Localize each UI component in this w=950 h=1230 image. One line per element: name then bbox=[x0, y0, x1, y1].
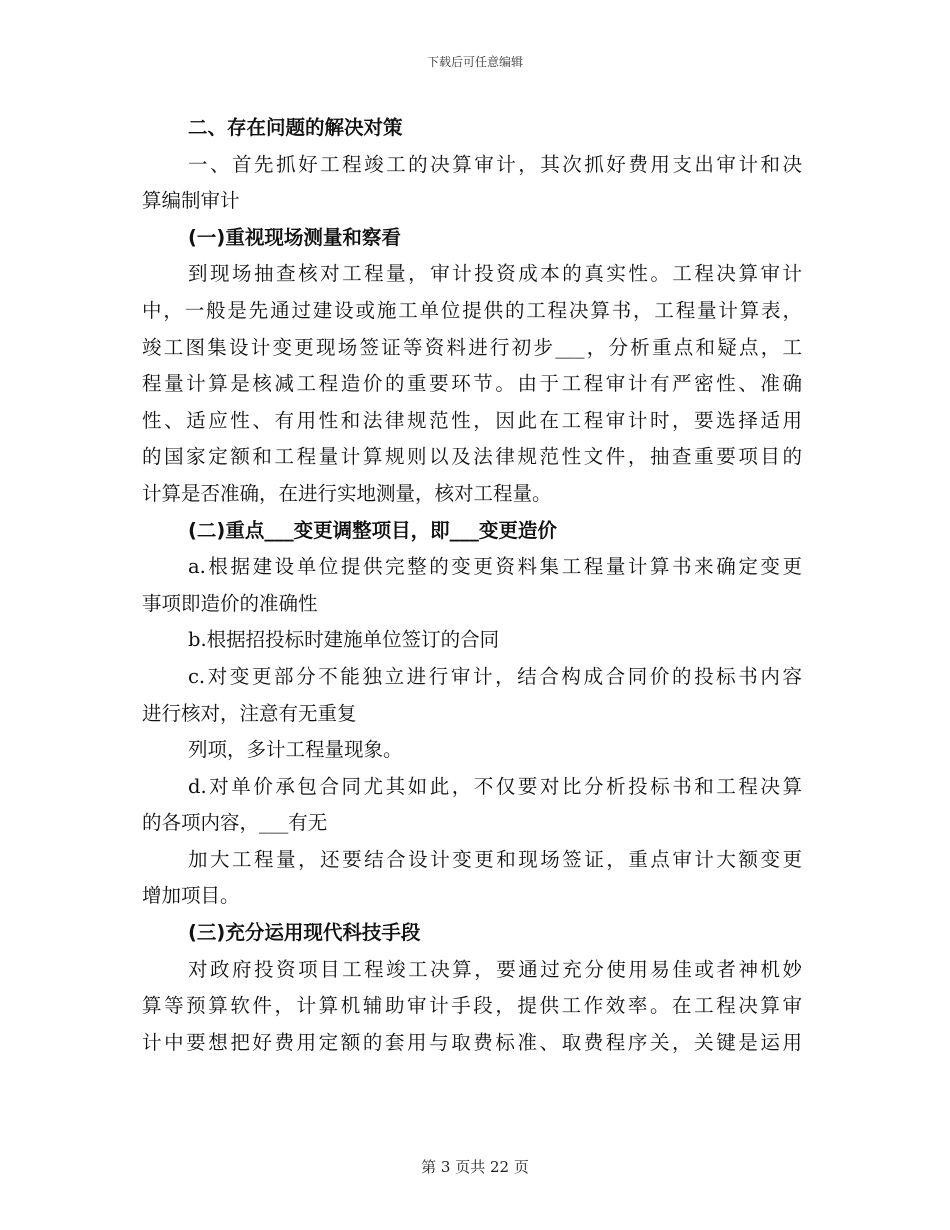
subsection-heading: (一)重视现场测量和察看 bbox=[188, 225, 401, 249]
list-item-line: d.对单价承包合同尤其如此，不仅要对比分析投标书和工程决算 bbox=[188, 774, 802, 798]
list-item-line: 事项即造价的准确性 bbox=[142, 591, 318, 615]
paragraph-line: 计中要想把好费用定额的套用与取费标准、取费程序关，关键是运用 bbox=[142, 1030, 802, 1054]
list-item-line: b.根据招投标时建施单位签订的合同 bbox=[188, 628, 500, 652]
paragraph-line: 计算是否准确，在进行实地测量，核对工程量。 bbox=[142, 481, 552, 505]
paragraph-line: 程量计算是核减工程造价的重要环节。由于工程审计有严密性、准确 bbox=[142, 372, 802, 396]
page-footer: 第 3 页共 22 页 bbox=[421, 1158, 529, 1176]
paragraph-line: 一、首先抓好工程竣工的决算审计，其次抓好费用支出审计和决 bbox=[188, 152, 802, 176]
subsection-heading: (二)重点___变更调整项目，即___变更造价 bbox=[188, 518, 557, 542]
page-header: 下载后可任意编辑 bbox=[426, 55, 523, 69]
list-item-line: 的各项内容，___有无 bbox=[142, 811, 328, 835]
paragraph-line: 竣工图集设计变更现场签证等资料进行初步___，分析重点和疑点，工 bbox=[142, 335, 802, 359]
list-item-line: 列项，多计工程量现象。 bbox=[188, 738, 403, 762]
paragraph-line: 性、适应性、有用性和法律规范性，因此在工程审计时，要选择适用 bbox=[142, 408, 802, 432]
paragraph-line: 中，一般是先通过建设或施工单位提供的工程决算书，工程量计算表， bbox=[142, 298, 802, 322]
list-item-line: 进行核对，注意有无重复 bbox=[142, 701, 357, 725]
section-heading: 二、存在问题的解决对策 bbox=[188, 116, 403, 139]
list-item-line: c.对变更部分不能独立进行审计，结合构成合同价的投标书内容 bbox=[188, 664, 802, 688]
document-body bbox=[142, 110, 802, 1061]
paragraph-line: 算编制审计 bbox=[142, 189, 240, 213]
paragraph-line: 算等预算软件，计算机辅助审计手段，提供工作效率。在工程决算审 bbox=[142, 994, 802, 1018]
list-item-line: 加大工程量，还要结合设计变更和现场签证，重点审计大额变更 bbox=[188, 847, 802, 871]
list-item-line: 增加项目。 bbox=[142, 884, 240, 908]
subsection-heading: (三)充分运用现代科技手段 bbox=[188, 921, 421, 945]
list-item-line: a.根据建设单位提供完整的变更资料集工程量计算书来确定变更 bbox=[188, 555, 802, 579]
paragraph-line: 对政府投资项目工程竣工决算，要通过充分使用易佳或者神机妙 bbox=[188, 957, 802, 981]
paragraph-line: 的国家定额和工程量计算规则以及法律规范性文件，抽查重要项目的 bbox=[142, 445, 802, 469]
paragraph-line: 到现场抽查核对工程量，审计投资成本的真实性。工程决算审计 bbox=[188, 262, 802, 286]
